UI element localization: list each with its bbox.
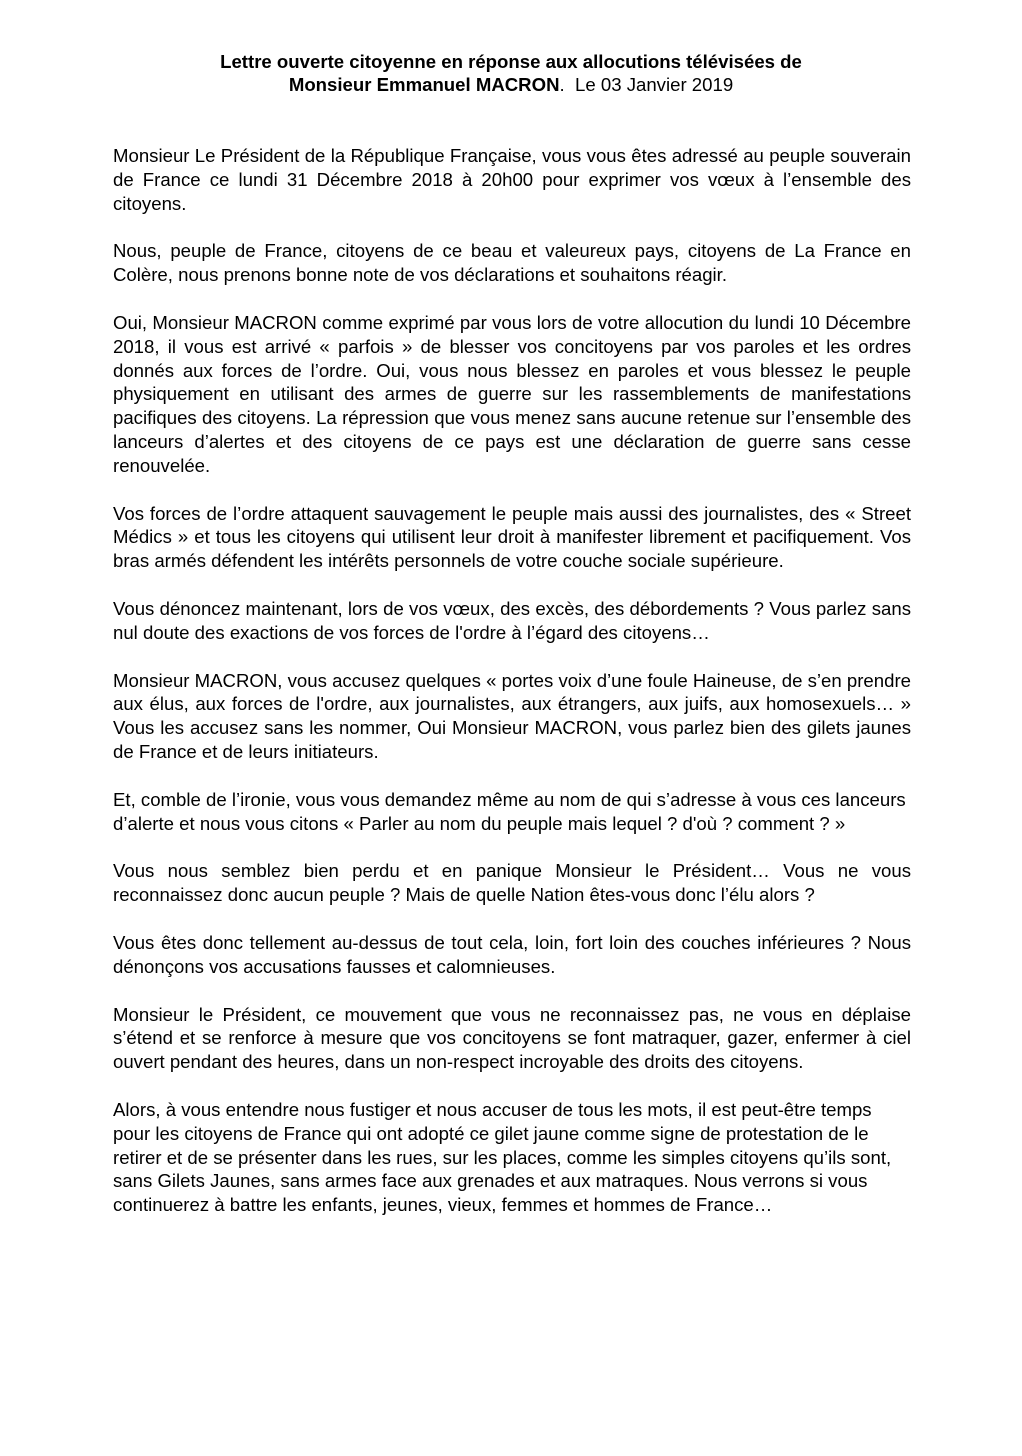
paragraph-11: Alors, à vous entendre nous fustiger et nous accuser de tous les mots, il est peut-être temps pour les citoyens de France qui ont adopté ce gilet jaune comme signe de protestation de le retirer et de se présenter dans les rues, sur les places, comme les simples citoyens qu’ils sont, sans Gilets Jaunes, sans armes face aux grenades et aux matraques. Nous verrons si vous continuerez à battre les enfants, jeunes, vieux, femmes et hommes de France… xyxy=(113,1098,892,1216)
paragraph-5: Vous dénoncez maintenant, lors de vos vœux, des excès, des débordements ? Vous parlez sans nul doute des exactions de vos forces de l'ordre à l’égard des citoyens… xyxy=(113,597,911,643)
paragraph-10: Monsieur le Président, ce mouvement que vous ne reconnaissez pas, ne vous en déplaise s’étend et se renforce à mesure que vos concitoyens se font matraquer, gazer, enfermer à ciel ouvert pendant des heures, dans un non-respect incroyable des droits des citoyens. xyxy=(113,1003,911,1073)
header-title-line2 xyxy=(0,73,1022,96)
letter-body xyxy=(113,144,911,1241)
paragraph-8: Vous nous semblez bien perdu et en panique Monsieur le Président… Vous ne vous reconnaissez donc aucun peuple ? Mais de quelle Nation êtes-vous donc l’élu alors ? xyxy=(113,860,911,906)
paragraph-1: Monsieur Le Président de la République Française, vous vous êtes adressé au peuple souverain de France ce lundi 31 Décembre 2018 à 20h00 pour exprimer vos vœux à l’ensemble des citoyens. xyxy=(113,145,911,214)
letter-header xyxy=(0,50,1022,96)
header-title-line1: Lettre ouverte citoyenne en réponse aux allocutions télévisées de xyxy=(220,51,802,72)
paragraph-7: Et, comble de l’ironie, vous vous demandez même au nom de qui s’adresse à vous ces lanceurs d’alerte et nous vous citons « Parler au nom du peuple mais lequel ? d'où ? comment ? » xyxy=(113,788,906,834)
paragraph-3: Oui, Monsieur MACRON comme exprimé par vous lors de votre allocution du lundi 10 Décembre 2018, il vous est arrivé « parfois » de blesser vos concitoyens par vos paroles et les ordres donnés aux forces de l’ordre. Oui, vous nous blessez en paroles et vous blessez le peuple physiquement en utilisant des armes de guerre sur les rassemblements de manifestations pacifiques des citoyens. La répression que vous menez sans aucune retenue sur l’ensemble des lanceurs d’alertes et des citoyens de ce pays est une déclaration de guerre sans cesse renouvelée. xyxy=(113,311,911,476)
paragraph-4: Vos forces de l’ordre attaquent sauvagement le peuple mais aussi des journalistes, des « Street Médics » et tous les citoyens qui utilisent leur droit à manifester librement et pacifiquement. Vos bras armés défendent les intérêts personnels de votre couche sociale supérieure. xyxy=(113,502,911,572)
header-date: Le 03 Janvier 2019 xyxy=(575,74,734,95)
paragraph-6: Monsieur MACRON, vous accusez quelques « portes voix d’une foule Haineuse, de s’en prendre aux élus, aux forces de l'ordre, aux journalistes, aux étrangers, aux juifs, aux homosexuels… » Vous les accusez sans les nommer, Oui Monsieur MACRON, vous parlez bien des gilets jaunes de France et de leurs initiateurs. xyxy=(113,669,911,762)
paragraph-9: Vous êtes donc tellement au-dessus de tout cela, loin, fort loin des couches inférieures ? Nous dénonçons vos accusations fausses et calomnieuses. xyxy=(113,931,911,977)
paragraph-2: Nous, peuple de France, citoyens de ce beau et valeureux pays, citoyens de La France en Colère, nous prenons bonne note de vos déclarations et souhaitons réagir. xyxy=(113,240,911,286)
header-title-separator: . xyxy=(559,74,575,95)
header-title-recipient: Monsieur Emmanuel MACRON xyxy=(288,74,560,95)
